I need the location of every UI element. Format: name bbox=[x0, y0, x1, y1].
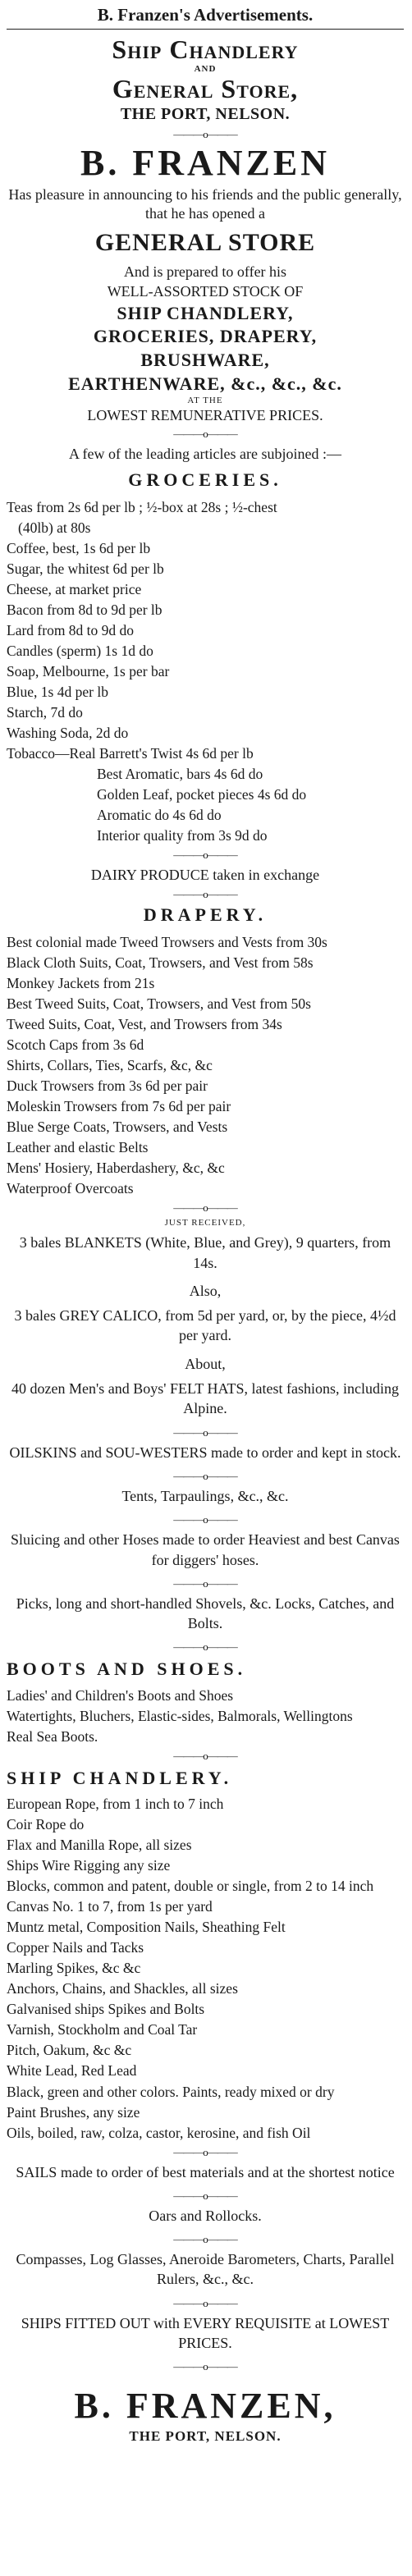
groceries-heading: GROCERIES. bbox=[128, 469, 282, 490]
ornament-divider: ———o——— bbox=[173, 1576, 237, 1590]
list-item: Flax and Manilla Rope, all sizes bbox=[7, 1837, 192, 1854]
also-line: Also, bbox=[189, 1282, 222, 1299]
list-item: Canvas No. 1 to 7, from 1s per yard bbox=[7, 1898, 213, 1915]
list-item: Washing Soda, 2d do bbox=[7, 725, 129, 742]
groceries-drapery-line: GROCERIES, DRAPERY, bbox=[93, 326, 318, 347]
list-item: Scotch Caps from 3s 6d bbox=[7, 1036, 144, 1054]
groceries-list bbox=[7, 497, 404, 846]
ornament-divider: ———o——— bbox=[173, 2145, 237, 2158]
list-item: Shirts, Collars, Ties, Scarfs, &c, &c bbox=[7, 1057, 213, 1074]
ornament-divider: ———o——— bbox=[173, 2296, 237, 2309]
compasses-line: Compasses, Log Glasses, Aneroide Barometers, Charts, Parallel Rulers, &c., &c. bbox=[16, 2251, 395, 2288]
list-item: Watertights, Bluchers, Elastic-sides, Balmorals, Wellingtons bbox=[7, 1707, 353, 1724]
page-header: B. Franzen's Advertisements. bbox=[97, 5, 314, 25]
list-item: Leather and elastic Belts bbox=[7, 1139, 149, 1156]
list-item: Ladies' and Children's Boots and Shoes bbox=[7, 1686, 234, 1704]
list-item: Best Aromatic, bars 4s 6d do bbox=[97, 766, 263, 783]
list-item: Cheese, at market price bbox=[7, 581, 142, 598]
drapery-list bbox=[7, 932, 404, 1199]
list-item: (40lb) at 80s bbox=[18, 519, 91, 537]
list-item: Tobacco—Real Barrett's Twist 4s 6d per lb bbox=[7, 745, 254, 762]
list-item: Mens' Hosiery, Haberdashery, &c, &c bbox=[7, 1160, 225, 1177]
ornament-divider: ———o——— bbox=[173, 1425, 237, 1439]
ornament-divider: ———o——— bbox=[173, 2360, 237, 2373]
chandlery-list bbox=[7, 1794, 404, 2143]
sails-line: SAILS made to order of best materials and at the shortest notice bbox=[16, 2163, 395, 2180]
final-merchant-name: B. FRANZEN, bbox=[74, 2386, 336, 2427]
list-item: Moleskin Trowsers from 7s 6d per pair bbox=[7, 1098, 231, 1115]
list-item: Best Tweed Suits, Coat, Trowsers, and Vest from 50s bbox=[7, 995, 311, 1013]
tents-line: Tents, Tarpaulings, &c., &c. bbox=[121, 1487, 289, 1504]
ship-chandlery-line: SHIP CHANDLERY, bbox=[117, 302, 294, 323]
title-and: AND bbox=[194, 64, 217, 74]
drapery-heading: DRAPERY. bbox=[143, 904, 268, 925]
ornament-divider: ———o——— bbox=[173, 849, 237, 862]
list-item: Black Cloth Suits, Coat, Trowsers, and Vest from 58s bbox=[7, 954, 314, 972]
list-item: Golden Leaf, pocket pieces 4s 6d do bbox=[97, 786, 307, 803]
brushware-line: BRUSHWARE, bbox=[140, 349, 270, 370]
ornament-divider: ———o——— bbox=[173, 1469, 237, 1482]
list-item: Oils, boiled, raw, colza, castor, kerosine, and fish Oil bbox=[7, 2124, 311, 2141]
ornament-divider: ———o——— bbox=[173, 887, 237, 900]
list-item: Paint Brushes, any size bbox=[7, 2103, 140, 2121]
prepared-line-1: And is prepared to offer his bbox=[123, 263, 287, 281]
ornament-divider: ———o——— bbox=[173, 1640, 237, 1654]
just-received-line: JUST RECEIVED, bbox=[164, 1218, 246, 1229]
list-item: Tweed Suits, Coat, Vest, and Trowsers from 34s bbox=[7, 1016, 282, 1033]
boots-heading: BOOTS AND SHOES. bbox=[7, 1659, 247, 1680]
header-rule bbox=[7, 29, 404, 30]
few-articles-line: A few of the leading articles are subjoined :— bbox=[69, 446, 341, 463]
list-item: Varnish, Stockholm and Coal Tar bbox=[7, 2021, 198, 2038]
about-line: About, bbox=[185, 1355, 226, 1372]
list-item: Coir Rope do bbox=[7, 1816, 85, 1833]
felt-hats-line: 40 dozen Men's and Boys' FELT HATS, latest fashions, including Alpine. bbox=[11, 1380, 399, 1417]
ornament-divider: ———o——— bbox=[173, 1513, 237, 1526]
ornament-divider: ———o——— bbox=[173, 428, 237, 441]
list-item: Lard from 8d to 9d do bbox=[7, 622, 135, 639]
list-item: Blue, 1s 4d per lb bbox=[7, 684, 108, 701]
list-item: Pitch, Oakum, &c &c bbox=[7, 2042, 132, 2059]
list-item: Candles (sperm) 1s 1d do bbox=[7, 643, 153, 660]
list-item: Sugar, the whitest 6d per lb bbox=[7, 560, 164, 578]
list-item: Soap, Melbourne, 1s per bar bbox=[7, 663, 170, 680]
ship-chandlery-heading: SHIP CHANDLERY. bbox=[7, 1767, 233, 1788]
list-item: Marling Spikes, &c &c bbox=[7, 1960, 141, 1977]
intro-text: Has pleasure in announcing to his friends and the public generally, that he has opened a bbox=[8, 186, 402, 222]
list-item: Duck Trowsers from 3s 6d per pair bbox=[7, 1078, 208, 1095]
dairy-produce-line: DAIRY PRODUCE taken in exchange bbox=[90, 867, 320, 884]
list-item: White Lead, Red Lead bbox=[7, 2062, 137, 2080]
ornament-divider: ———o——— bbox=[173, 2233, 237, 2246]
list-item: Monkey Jackets from 21s bbox=[7, 975, 155, 992]
title-general-store: General Store, bbox=[112, 74, 299, 103]
prepared-line-2: WELL-ASSORTED STOCK OF bbox=[107, 283, 304, 300]
earthenware-line: EARTHENWARE, &c., &c., &c. bbox=[68, 373, 342, 394]
ornament-divider: ———o——— bbox=[173, 2189, 237, 2202]
list-item: Aromatic do 4s 6d do bbox=[97, 807, 222, 824]
list-item: Best colonial made Tweed Trowsers and Vests from 30s bbox=[7, 934, 327, 951]
ornament-divider: ———o——— bbox=[173, 1201, 237, 1215]
calico-line: 3 bales GREY CALICO, from 5d per yard, or, by the piece, 4½d per yard. bbox=[14, 1307, 396, 1344]
list-item: Waterproof Overcoats bbox=[7, 1180, 134, 1197]
list-item: Real Sea Boots. bbox=[7, 1727, 98, 1745]
list-item: Coffee, best, 1s 6d per lb bbox=[7, 540, 151, 557]
oilskins-line: OILSKINS and SOU-WESTERS made to order and kept in stock. bbox=[9, 1444, 401, 1461]
list-item: Bacon from 8d to 9d per lb bbox=[7, 602, 163, 619]
ornament-divider: ———o——— bbox=[173, 128, 237, 140]
list-item: Ships Wire Rigging any size bbox=[7, 1857, 171, 1874]
picks-line: Picks, long and short-handled Shovels, &c. Locks, Catches, and Bolts. bbox=[16, 1595, 395, 1632]
list-item: European Rope, from 1 inch to 7 inch bbox=[7, 1796, 224, 1813]
list-item: Galvanised ships Spikes and Bolts bbox=[7, 2001, 205, 2018]
boots-list bbox=[7, 1686, 404, 1747]
ornament-divider: ———o——— bbox=[173, 1749, 237, 1762]
at-the-line: AT THE bbox=[187, 396, 223, 406]
final-address: THE PORT, NELSON. bbox=[129, 2428, 282, 2445]
list-item: Muntz metal, Composition Nails, Sheathing Felt bbox=[7, 1919, 286, 1936]
ships-fitted-line: SHIPS FITTED OUT with EVERY REQUISITE at LOWEST PRICES. bbox=[21, 2314, 390, 2352]
list-item: Copper Nails and Tacks bbox=[7, 1939, 144, 1956]
list-item: Black, green and other colors. Paints, ready mixed or dry bbox=[7, 2083, 335, 2100]
oars-line: Oars and Rollocks. bbox=[149, 2207, 262, 2224]
address-line: THE PORT, NELSON. bbox=[120, 105, 291, 123]
list-item: Interior quality from 3s 9d do bbox=[97, 827, 268, 844]
lowest-prices-line: LOWEST REMUNERATIVE PRICES. bbox=[87, 407, 323, 424]
list-item: Blocks, common and patent, double or single, from 2 to 14 inch bbox=[7, 1878, 374, 1895]
list-item: Starch, 7d do bbox=[7, 704, 83, 721]
general-store-heading: GENERAL STORE bbox=[94, 229, 316, 257]
blankets-line: 3 bales BLANKETS (White, Blue, and Grey), 9 quarters, from 14s. bbox=[19, 1234, 391, 1271]
list-item: Blue Serge Coats, Trowsers, and Vests bbox=[7, 1119, 228, 1136]
merchant-name: B. FRANZEN bbox=[80, 143, 331, 183]
sluicing-line: Sluicing and other Hoses made to order Heaviest and best Canvas for diggers' hoses. bbox=[11, 1531, 400, 1568]
title-ship-chandlery: Ship Chandlery bbox=[112, 34, 299, 64]
list-item: Teas from 2s 6d per lb ; ½-box at 28s ; ½-chest bbox=[7, 499, 277, 516]
list-item: Anchors, Chains, and Shackles, all sizes bbox=[7, 1980, 238, 1997]
